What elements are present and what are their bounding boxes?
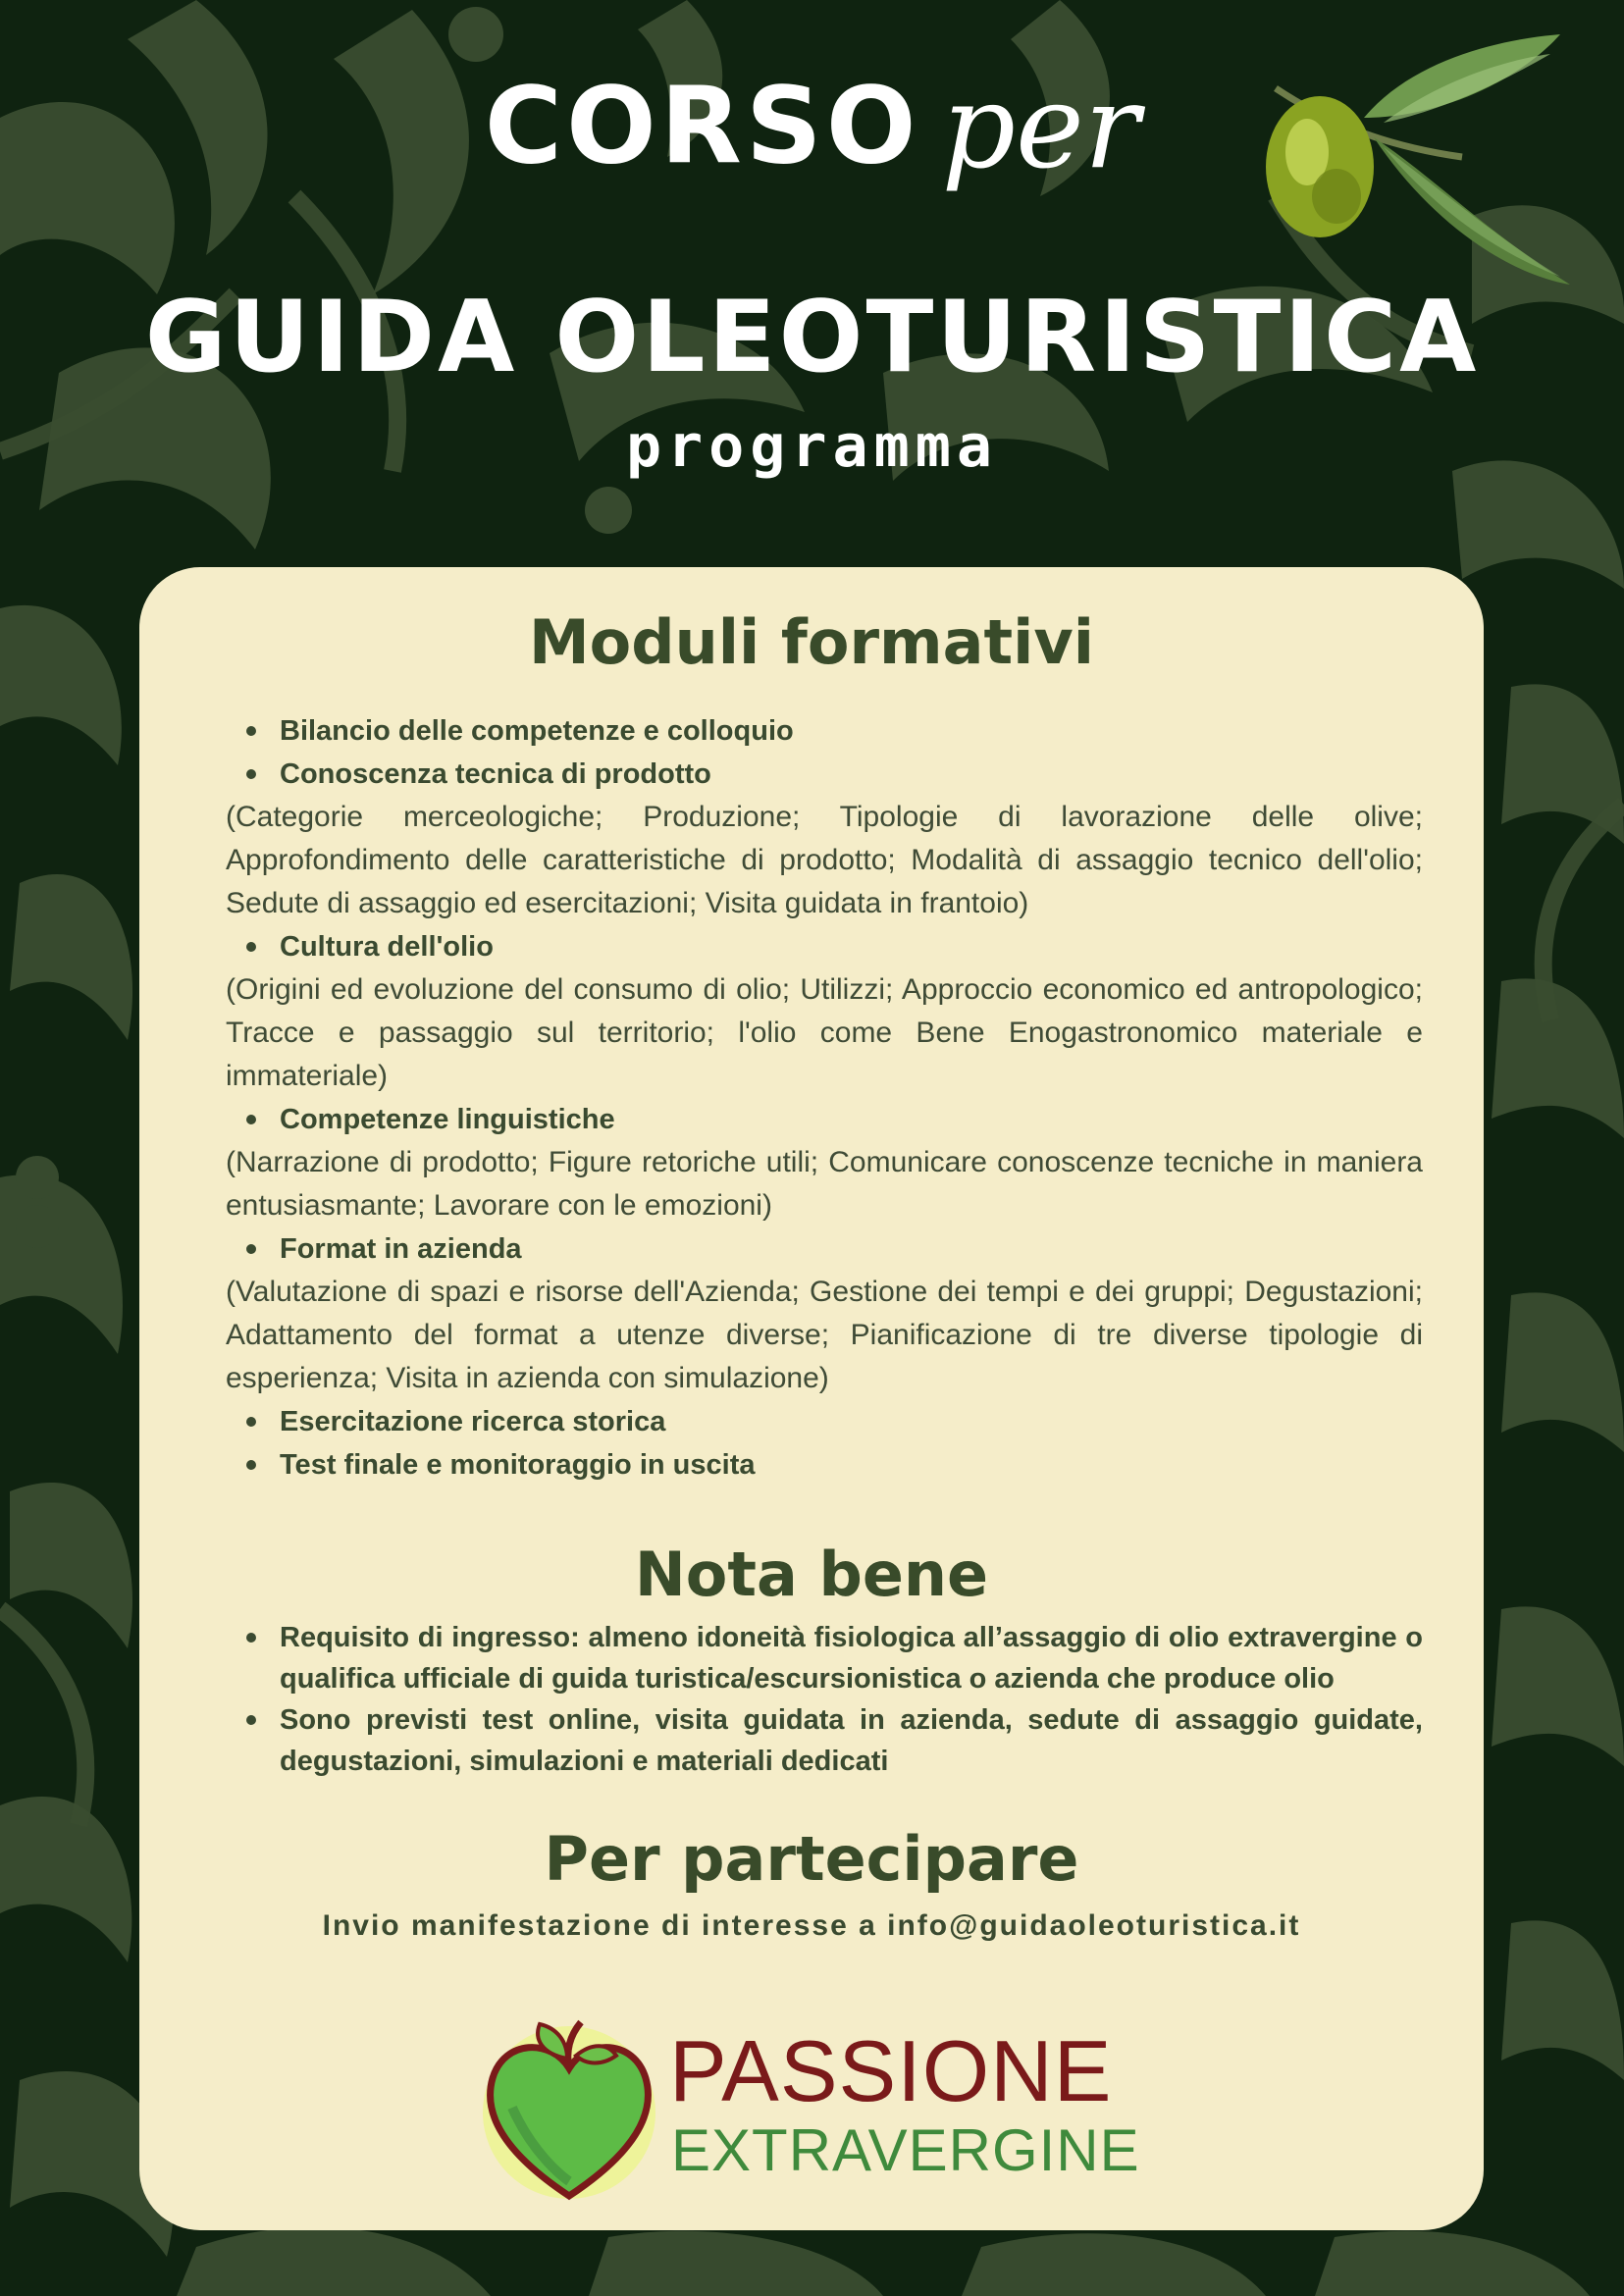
nota-bene-heading: Nota bene [634, 1539, 989, 1610]
module-item: Test finale e monitoraggio in uscita [226, 1443, 1423, 1487]
module-description: (Origini ed evoluzione del consumo di olio; Utilizzi; Approccio economico ed antropologico; Tracce e passaggio sul territorio; l'olio come Bene Enogastronomico materiale e immateriale) [226, 973, 1423, 1092]
module-item: Esercitazione ricerca storica [226, 1400, 1423, 1443]
nota-bene-item: Requisito di ingresso: almeno idoneità fisiologica all’assaggio di olio extravergine o qualifica ufficiale di guida turistica/escursionistica o azienda che produce olio [226, 1617, 1423, 1699]
poster-header [0, 0, 1624, 549]
passione-extravergine-logo [483, 2014, 1150, 2211]
program-card [139, 567, 1484, 2230]
module-item: Conoscenza tecnica di prodotto [226, 753, 1423, 796]
module-item: Competenze linguistiche [226, 1098, 1423, 1141]
subtitle-programma: programma [625, 412, 999, 481]
logo-text-passione: PASSIONE [669, 2022, 1113, 2119]
title-corso: CORSO [484, 65, 920, 188]
module-item: Bilancio delle competenze e colloquio [226, 709, 1423, 753]
logo-text-extravergine: EXTRAVERGINE [671, 2117, 1140, 2183]
module-item: Format in azienda [226, 1227, 1423, 1271]
module-description: (Valutazione di spazi e risorse dell'Azienda; Gestione dei tempi e dei gruppi; Degustazioni; Adattamento del format a utenze diverse; Pianificazione di tre diverse tipologie di esperienza; Visita in azienda con simulazione) [226, 1276, 1423, 1394]
per-partecipare-heading: Per partecipare [544, 1823, 1079, 1895]
title-per: per [941, 59, 1140, 194]
moduli-heading: Moduli formativi [528, 606, 1095, 678]
moduli-list [226, 709, 1423, 1487]
module-item: Cultura dell'olio [226, 925, 1423, 968]
olive-branch-icon [1246, 20, 1599, 304]
module-description: (Narrazione di prodotto; Figure retoriche utili; Comunicare conoscenze tecniche in maniera entusiasmante; Lavorare con le emozioni) [226, 1146, 1423, 1222]
nota-bene-item: Sono previsti test online, visita guidata in azienda, sedute di assaggio guidate, degustazioni, simulazioni e materiali dedicati [226, 1699, 1423, 1782]
title-guida-oleoturistica: GUIDA OLEOTURISTICA [144, 279, 1480, 394]
contact-text: Invio manifestazione di interesse a info@guidaoleoturistica.it [322, 1909, 1301, 1942]
module-description: (Categorie merceologiche; Produzione; Tipologie di lavorazione delle olive; Approfondimento delle caratteristiche di prodotto; Modalità di assaggio tecnico dell'olio; Sedute di assaggio ed esercitazioni; Visita guidata in frantoio) [226, 801, 1423, 919]
nota-bene-list [226, 1617, 1423, 1782]
